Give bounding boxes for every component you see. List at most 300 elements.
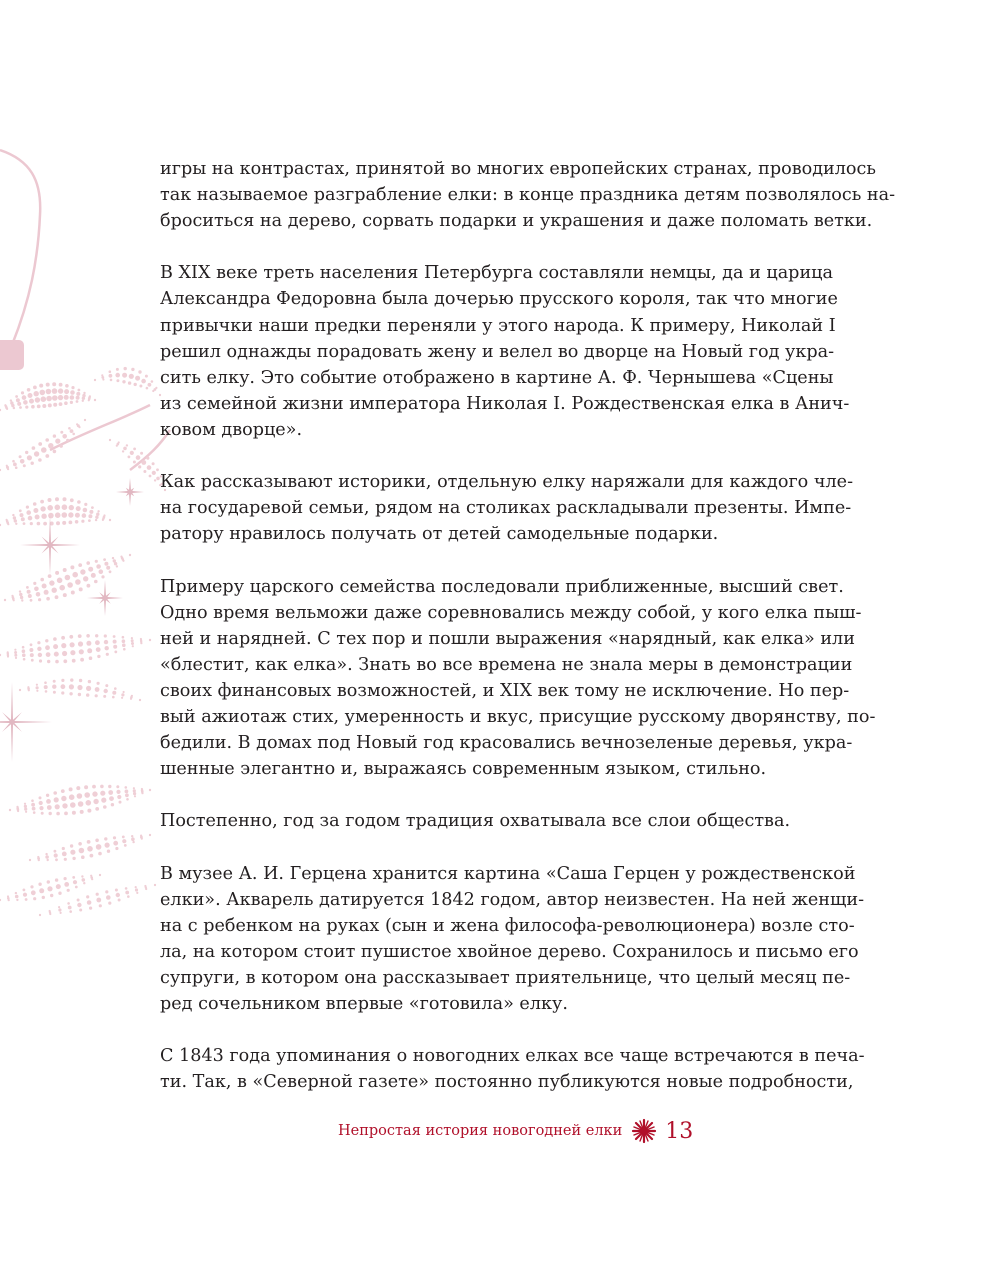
decor-dot <box>22 649 26 653</box>
decor-dot <box>17 402 21 406</box>
decor-dot <box>39 796 42 799</box>
decor-dot <box>79 848 85 854</box>
decor-dot <box>81 855 85 859</box>
decor-dot <box>37 641 40 644</box>
decor-dot <box>34 391 39 396</box>
decor-dot <box>39 914 41 916</box>
decor-dot <box>33 386 37 390</box>
decor-dot <box>53 644 58 649</box>
decor-dot <box>94 580 98 584</box>
decor-dot <box>97 510 99 512</box>
decor-dot <box>27 590 31 594</box>
decor-dot <box>46 389 52 395</box>
decor-dot <box>54 850 57 853</box>
decor-dot <box>81 875 83 877</box>
decor-dot <box>77 500 81 504</box>
decor-dot <box>62 512 68 518</box>
decor-dot <box>109 570 112 573</box>
decor-dot <box>76 506 81 511</box>
decor-dot <box>87 846 93 852</box>
decor-dot <box>122 839 126 843</box>
decor-dot <box>115 373 120 378</box>
decor-dot <box>92 785 96 789</box>
decor-dot <box>20 459 25 464</box>
decor-dot <box>114 687 117 690</box>
decor-dot <box>67 582 73 588</box>
text-line: шенные элегантно и, выражаясь современным языком, стильно. <box>160 759 767 780</box>
decor-dot <box>33 582 36 585</box>
decor-dot <box>95 519 97 521</box>
decor-dot <box>78 801 84 807</box>
text-line: из семейной жизни императора Николая I. Рождественская елка в Анич- <box>160 393 850 414</box>
decor-dot <box>72 572 78 578</box>
decor-dot <box>105 890 108 893</box>
decor-dot <box>78 563 82 567</box>
decor-dot <box>127 456 130 459</box>
decor-dot <box>68 906 72 910</box>
text-line: вый ажиотаж стих, умеренность и вкус, присущие русскому дворянству, по- <box>160 706 876 727</box>
decor-dot <box>53 691 56 694</box>
decor-dot <box>6 408 8 410</box>
decor-dot <box>138 465 141 468</box>
decor-dot <box>109 370 112 373</box>
decor-dot <box>58 388 63 393</box>
decor-dot <box>45 855 49 859</box>
decor-dot <box>23 400 28 405</box>
decor-dot <box>23 889 26 892</box>
decor-dot <box>87 809 91 813</box>
decor-dot <box>61 636 65 640</box>
decor-dot <box>36 684 38 686</box>
decor-dot <box>136 892 138 894</box>
decor-dot <box>62 651 67 656</box>
decor-dot <box>87 900 92 905</box>
decor-dot <box>46 652 51 657</box>
decor-dot <box>9 809 11 811</box>
decor-dot <box>31 890 36 895</box>
decor-dot <box>42 584 47 589</box>
decor-dot <box>64 389 69 394</box>
decor-dot <box>138 370 141 373</box>
decor-dot <box>95 516 98 519</box>
decor-dot <box>60 431 63 434</box>
decor-dot <box>116 379 119 382</box>
decor-dot <box>78 634 82 638</box>
text-line: ратору нравилось получать от детей самодельные подарки. <box>160 524 719 545</box>
decor-dot <box>105 684 108 687</box>
decor-dot <box>81 520 84 523</box>
decor-dot <box>54 797 59 802</box>
decor-dot <box>152 390 154 392</box>
decor-dot <box>22 653 26 657</box>
decor-dot <box>8 899 10 901</box>
decor-dot <box>91 506 94 509</box>
decor-dot <box>73 880 77 884</box>
decor-dot <box>93 799 98 804</box>
decor-dot <box>45 454 49 458</box>
decor-dot <box>29 648 33 652</box>
text-line: ред сочельником впервые «готовила» елку. <box>160 994 568 1014</box>
decor-dot <box>76 400 79 403</box>
decor-dot <box>94 399 96 401</box>
decor-dot <box>132 841 134 843</box>
decor-dot <box>24 803 26 805</box>
decor-dot <box>45 853 47 855</box>
snowflake-star-icon <box>631 1118 657 1144</box>
decor-dot <box>28 594 32 598</box>
page-number: 13 <box>665 1118 694 1144</box>
decor-dot <box>64 882 69 887</box>
decor-dot <box>89 510 93 514</box>
decor-dot <box>45 690 48 693</box>
decor-dot <box>95 694 98 697</box>
decor-dot <box>58 892 61 895</box>
decor-dot <box>23 522 26 525</box>
paragraph <box>160 260 850 443</box>
decor-dot <box>0 409 1 411</box>
decor-dot <box>108 902 111 905</box>
decor-dot <box>48 498 52 502</box>
decor-dot <box>140 642 142 644</box>
decor-dot <box>65 384 69 388</box>
decor-dot <box>156 468 159 471</box>
decor-dot <box>125 790 129 794</box>
decor-dot <box>86 561 90 565</box>
decor-dot <box>70 429 74 433</box>
decor-dot <box>53 791 57 795</box>
decor-dot <box>35 397 40 402</box>
decor-dot <box>82 513 87 518</box>
decor-dot <box>26 506 29 509</box>
decor-dot <box>52 395 58 401</box>
decor-dot <box>61 679 64 682</box>
paragraph <box>160 156 896 234</box>
decor-dot <box>87 840 91 844</box>
decor-dot <box>7 655 9 657</box>
decor-dot <box>106 895 111 900</box>
decor-dot <box>86 641 91 646</box>
decor-dot <box>113 635 116 638</box>
decor-dot <box>80 658 84 662</box>
decor-dot <box>58 908 61 911</box>
decor-dot <box>70 678 73 681</box>
text-line: сить елку. Это событие отображено в картине А. Ф. Чернышева «Сцены <box>160 367 834 388</box>
decor-dot <box>83 392 85 394</box>
decor-dot <box>37 405 41 409</box>
decor-dot <box>141 379 146 384</box>
paragraph <box>160 808 846 834</box>
decor-dot <box>126 798 129 801</box>
decor-dot <box>134 795 136 797</box>
decor-dot <box>104 640 108 644</box>
decor-dot <box>89 907 92 910</box>
decor-dot <box>25 451 28 454</box>
decor-dot <box>79 587 83 591</box>
decor-dot <box>46 383 50 387</box>
decor-dot <box>46 799 51 804</box>
text-line: решил однажды порадовать жену и велел во дворце на Новый год укра- <box>160 341 835 362</box>
decor-dot <box>77 899 80 902</box>
decor-dot <box>77 685 82 690</box>
decor-dot <box>103 805 107 809</box>
decor-dot <box>48 513 54 519</box>
decor-dot <box>122 380 125 383</box>
decor-dot <box>124 844 127 847</box>
decor-dot <box>70 401 73 404</box>
decor-dot <box>48 443 53 448</box>
decor-dot <box>140 452 143 455</box>
decor-dot <box>82 397 85 400</box>
text-line: ла, на котором стоит пушистое хвойное дерево. Сохранилось и письмо его <box>160 941 859 962</box>
decor-dot <box>111 803 114 806</box>
decor-dot <box>95 640 100 645</box>
decor-dot <box>131 835 133 837</box>
decor-dot <box>68 512 73 517</box>
decor-dot <box>26 510 31 515</box>
decor-dot <box>139 385 142 388</box>
decor-dot <box>116 785 119 788</box>
decor-dot <box>63 568 67 572</box>
decor-dot <box>39 659 42 662</box>
decor-dot <box>52 388 58 394</box>
decor-dot <box>109 796 114 801</box>
decor-dot <box>69 684 74 689</box>
text-line: броситься на дерево, сорвать подарки и украшения и даже поломать ветки. <box>160 211 873 232</box>
decor-dot <box>145 375 148 378</box>
decor-dot <box>70 650 75 655</box>
decor-dot <box>30 643 33 646</box>
decor-dot <box>29 859 31 861</box>
decor-dot <box>79 679 82 682</box>
text-line: Как рассказывают историки, отдельную елку наряжали для каждого чле- <box>160 472 854 493</box>
decor-dot <box>40 500 44 504</box>
decor-dot <box>101 376 104 379</box>
decor-dot <box>77 793 83 799</box>
decor-dot <box>109 439 111 441</box>
decor-dot <box>30 599 33 602</box>
decor-dot <box>116 368 119 371</box>
text-line: Примеру царского семейства последовали приближенные, высший свет. <box>160 576 844 597</box>
decor-dot <box>72 857 75 860</box>
decor-dot <box>16 899 18 901</box>
decor-dot <box>125 891 129 895</box>
decor-dot <box>131 637 133 639</box>
decor-dot <box>130 698 132 700</box>
decor-dot <box>15 657 17 659</box>
decor-dot <box>16 398 20 402</box>
decor-dot <box>101 575 104 578</box>
decor-dot <box>47 886 52 891</box>
decor-dot <box>31 405 35 409</box>
decor-dot <box>102 519 104 521</box>
decor-dot <box>0 469 1 471</box>
decor-dot <box>69 787 73 791</box>
decor-dot <box>46 794 49 797</box>
decor-dot <box>116 445 118 447</box>
decor-dot <box>39 801 43 805</box>
branch-curve <box>50 405 150 450</box>
decor-dot <box>44 590 49 595</box>
decor-dot <box>61 796 66 801</box>
decor-dot <box>36 592 41 597</box>
decor-dot <box>38 653 42 657</box>
decor-dot <box>135 886 137 888</box>
decor-dot <box>95 839 99 843</box>
ornament-hanger-curve <box>0 150 40 345</box>
decor-dot <box>149 789 151 791</box>
decor-dot <box>48 403 52 407</box>
decor-dot <box>43 522 47 526</box>
decor-dot <box>22 646 25 649</box>
decor-dot <box>87 648 92 653</box>
decor-dot <box>63 593 67 597</box>
decor-dot <box>45 639 48 642</box>
decor-dot <box>106 653 109 656</box>
decor-dot <box>53 403 57 407</box>
decor-dot <box>97 655 100 658</box>
text-line: Постепенно, год за годом традиция охватывала все слои общества. <box>160 811 791 832</box>
decor-dot <box>44 685 48 689</box>
decor-dot <box>20 596 23 599</box>
decor-dot <box>59 585 65 591</box>
decor-dot <box>100 791 105 796</box>
decor-dot <box>84 419 86 421</box>
decor-dot <box>54 652 59 657</box>
decor-dot <box>13 516 16 519</box>
decor-dot <box>37 647 41 651</box>
text-line: бедили. В домах под Новый год красовались вечнозеленые деревья, укра- <box>160 733 853 754</box>
decor-dot <box>86 634 90 638</box>
decor-dot <box>24 805 27 808</box>
decor-dot <box>84 503 87 506</box>
decor-dot <box>40 506 45 511</box>
decor-dot <box>152 471 156 475</box>
decor-dot <box>19 455 22 458</box>
decor-dot <box>122 836 125 839</box>
decor-dot <box>15 466 18 469</box>
decor-dot <box>117 795 121 799</box>
decor-dot <box>96 844 102 850</box>
decor-dot <box>31 799 34 802</box>
decor-dot <box>48 574 52 578</box>
text-line: «блестит, как елка». Знать во все времена не знала меры в демонстрации <box>160 654 853 675</box>
decor-dot <box>55 878 58 881</box>
decor-dot <box>121 693 124 696</box>
decor-dot <box>129 374 134 379</box>
decor-dot <box>148 383 152 387</box>
decor-dot <box>94 379 96 381</box>
decor-dot <box>115 889 118 892</box>
decor-dot <box>26 586 29 589</box>
sparkle-star-icon <box>116 478 144 506</box>
decor-dot <box>131 368 134 371</box>
decor-dot <box>69 910 72 913</box>
decor-dot <box>0 654 1 656</box>
decor-dot <box>95 807 99 811</box>
page-footer <box>338 1117 693 1145</box>
decor-dot <box>70 390 75 395</box>
decor-dot <box>86 895 89 898</box>
decor-dot <box>70 395 75 400</box>
decor-dot <box>41 812 44 815</box>
decor-dot <box>70 498 74 502</box>
decor-dot <box>133 792 136 795</box>
decor-dot <box>49 580 54 585</box>
decor-dot <box>13 599 15 601</box>
decor-dot <box>55 497 59 501</box>
decor-dot <box>55 512 61 518</box>
decor-dot <box>122 560 124 562</box>
decor-dot <box>63 497 67 501</box>
decor-dot <box>25 898 28 901</box>
decor-dot <box>17 810 19 812</box>
decor-dot <box>60 912 62 914</box>
decor-dot <box>42 404 46 408</box>
paragraph <box>160 469 854 547</box>
decor-dot <box>146 457 149 460</box>
decor-dot <box>66 439 69 442</box>
decor-dot <box>72 659 76 663</box>
decor-dot <box>45 438 49 442</box>
decor-dot <box>126 444 128 446</box>
decor-dot <box>96 513 99 516</box>
decor-dot <box>128 381 131 384</box>
decor-dot <box>76 786 80 790</box>
decor-dot <box>30 653 34 657</box>
decor-dot <box>78 389 81 392</box>
decor-dot <box>88 519 91 522</box>
decor-dot <box>123 691 125 693</box>
decor-dot <box>96 647 101 652</box>
decor-dot <box>38 442 42 446</box>
decor-dot <box>88 514 92 518</box>
decor-dot <box>114 651 117 654</box>
decor-dot <box>105 843 110 848</box>
decor-dot <box>113 640 117 644</box>
decor-dot <box>69 505 74 510</box>
decor-dot <box>79 649 84 654</box>
decor-dot <box>0 524 1 526</box>
decor-dot <box>64 877 67 880</box>
decor-dot <box>100 785 104 789</box>
decor-dot <box>143 470 146 473</box>
text-line: С 1843 года упоминания о новогодних елках все чаще встречаются в печа- <box>160 1046 865 1067</box>
text-line: на с ребенком на руках (сын и жена философа-революционера) возле сто- <box>160 915 855 936</box>
decor-dot <box>31 803 35 807</box>
decor-dot <box>133 789 136 792</box>
decor-dot <box>52 382 56 386</box>
decor-dot <box>11 404 14 407</box>
decor-dot <box>64 858 67 861</box>
decor-dot <box>23 893 27 897</box>
decor-dot <box>125 887 128 890</box>
decor-dot <box>38 598 41 601</box>
decor-dot <box>77 903 81 907</box>
decor-dot <box>25 406 28 409</box>
decor-dot <box>30 885 33 888</box>
decor-dot <box>62 521 66 525</box>
decor-dot <box>109 519 111 521</box>
decor-dot <box>12 460 15 463</box>
decor-dot <box>45 645 50 650</box>
decor-dot <box>130 451 134 455</box>
decor-dot <box>131 837 135 841</box>
text-line: супруги, в котором она рассказывает приятельнице, что целый месяц пе- <box>160 967 851 988</box>
decor-dot <box>22 395 27 400</box>
decor-dot <box>57 578 63 584</box>
decor-dot <box>55 595 59 599</box>
decor-dot <box>33 502 37 506</box>
